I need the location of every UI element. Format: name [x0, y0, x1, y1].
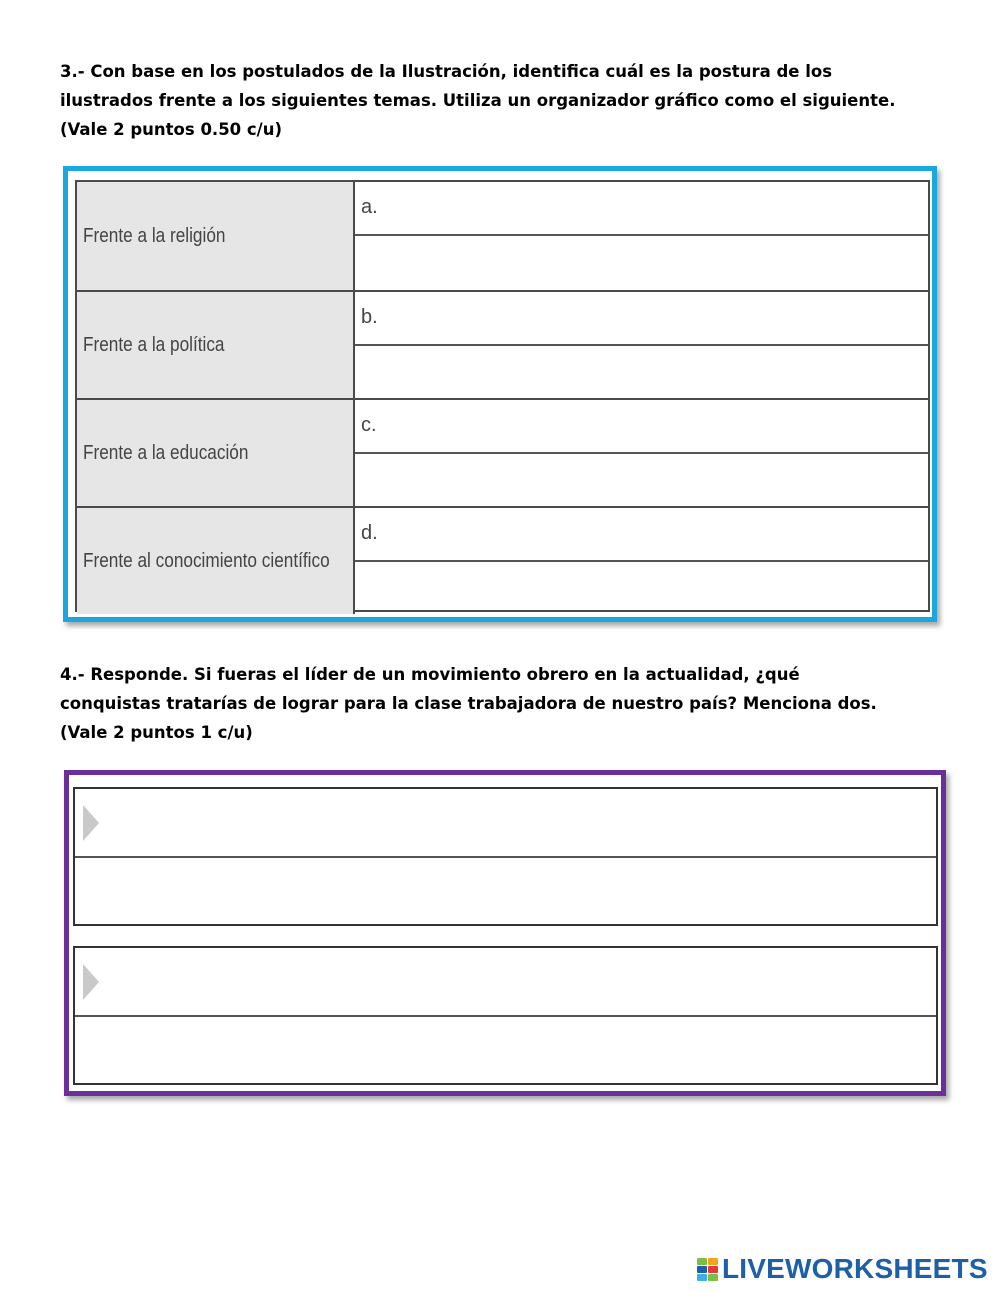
- triangle-bullet-icon: [83, 964, 99, 1000]
- answer-line-divider: [75, 1015, 936, 1017]
- answer-field-d[interactable]: [355, 508, 928, 614]
- question-3-line-3: (Vale 2 puntos 0.50 c/u): [60, 120, 283, 139]
- answer-letter: d.: [361, 522, 378, 544]
- answer-letter: c.: [361, 414, 377, 436]
- organizer-row-label: Frente al conocimiento científico: [77, 508, 355, 614]
- triangle-bullet-icon: [83, 805, 99, 841]
- answer-box-2[interactable]: [73, 946, 938, 1085]
- graphic-organizer-frame: [63, 166, 937, 622]
- answer-field-c[interactable]: [355, 400, 928, 506]
- liveworksheets-logo-icon: [697, 1258, 718, 1281]
- question-4-line-2: conquistas tratarías de lograr para la clase trabajadora de nuestro país? Menciona dos.: [60, 694, 877, 713]
- graphic-organizer-table: [75, 180, 930, 612]
- answer-line-divider: [355, 452, 928, 454]
- answer-frame: [64, 770, 946, 1096]
- question-4-prompt: [60, 660, 960, 747]
- organizer-row-label: Frente a la religión: [77, 182, 355, 290]
- organizer-row-politica: [77, 290, 928, 398]
- liveworksheets-logo-text: LIVEWORKSHEETS: [722, 1253, 988, 1284]
- question-4-line-1: 4.- Responde. Si fueras el líder de un movimiento obrero en la actualidad, ¿qué: [60, 665, 800, 684]
- question-3-prompt: [60, 57, 960, 144]
- organizer-row-label: Frente a la política: [77, 292, 355, 398]
- organizer-row-educacion: [77, 398, 928, 506]
- question-4-line-3: (Vale 2 puntos 1 c/u): [60, 723, 253, 742]
- question-3-line-2: ilustrados frente a los siguientes temas. Utiliza un organizador gráfico como el siguiente.: [60, 91, 896, 110]
- answer-line-divider: [355, 344, 928, 346]
- answer-field-a[interactable]: [355, 182, 928, 290]
- question-3-line-1: 3.- Con base en los postulados de la Ilustración, identifica cuál es la postura de los: [60, 62, 833, 81]
- answer-field-b[interactable]: [355, 292, 928, 398]
- organizer-row-label: Frente a la educación: [77, 400, 355, 506]
- answer-line-divider: [355, 234, 928, 236]
- answer-box-1[interactable]: [73, 787, 938, 926]
- answer-line-divider: [355, 560, 928, 562]
- answer-letter: a.: [361, 196, 378, 218]
- answer-line-divider: [75, 856, 936, 858]
- organizer-row-conocimiento: [77, 506, 928, 614]
- answer-letter: b.: [361, 306, 378, 328]
- liveworksheets-logo: [697, 1252, 988, 1286]
- organizer-row-religion: [77, 182, 928, 290]
